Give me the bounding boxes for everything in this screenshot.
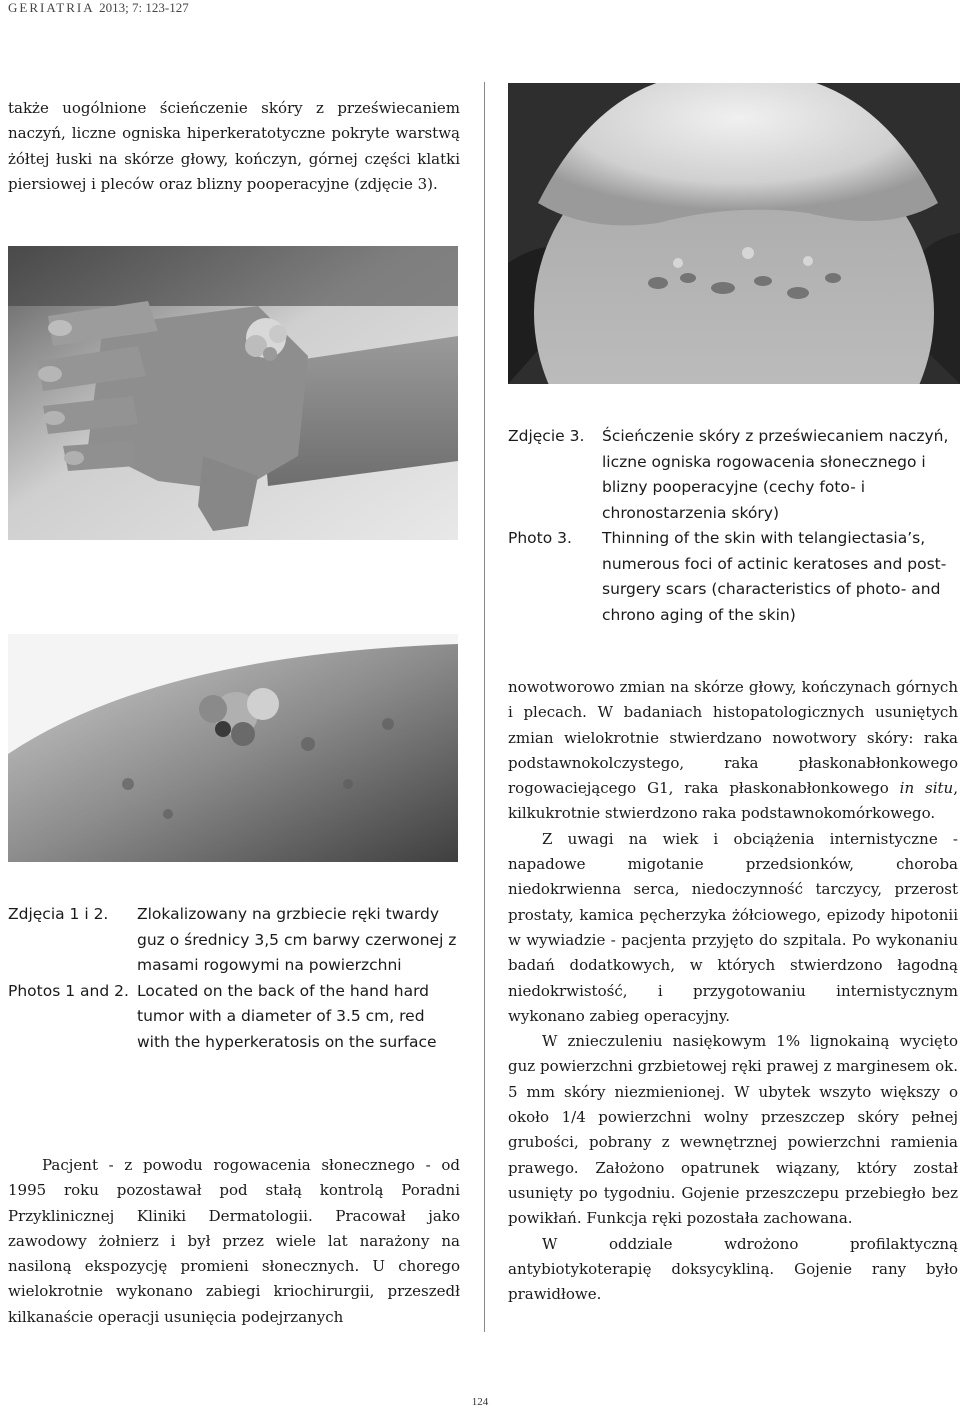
intro-paragraph xyxy=(8,96,460,197)
caption-photo-3-en-label: Photo 3. xyxy=(508,529,572,547)
photo-3-image xyxy=(508,83,960,384)
right-paragraph-1 xyxy=(508,675,958,827)
right-paragraph-3: W znieczuleniu nasiękowym 1% lignokainą wycięto guz powierzchni grzbietowej ręki prawej z marginesem ok. 5 mm skóry niezmienionej. W ubytek wszyto większy o około 1/4 powierzchni wolny przeszczep skóry pełnej grubości, pobrany z wewnętrznej powierzchni ramienia prawego. Założono opatrunek wiązany, który został usunięty po tygodniu. Gojenie przeszczepu przebiegło bez powikłań. Funkcja ręki pozostała zachowana. xyxy=(508,1032,958,1228)
caption-photos-1-2-pl-text: Zlokalizowany na grzbiecie ręki twardy guz o średnicy 3,5 cm barwy czerwonej z masami rogowymi na powierzchni xyxy=(137,905,457,974)
journal-issue: 2013; 7: 123-127 xyxy=(99,0,189,15)
page-number: 124 xyxy=(471,1396,489,1408)
caption-photos-1-2 xyxy=(8,902,460,1055)
right-paragraph-4: W oddziale wdrożono profilaktyczną antybiotykoterapię doksycykliną. Gojenie rany było prawidłowe. xyxy=(508,1234,958,1304)
photo-2-image xyxy=(8,634,458,862)
caption-photos-1-2-pl-label: Zdjęcia 1 i 2. xyxy=(8,905,109,923)
right-paragraph-2: Z uwagi na wiek i obciążenia internistyczne - napadowe migotanie przedsionków, choroba niedokrwienna serca, niedoczynność tarczycy, przerost prostaty, kamica pęcherzyka żółciowego, epizody hipotonii w wywiadzie - pacjenta przyjęto do szpitala. Po wykonaniu badań dodatkowych, w których stwierdzono łagodną niedokrwistość, i przygotowaniu internistycznym wykonano zabieg operacyjny. xyxy=(508,829,958,1025)
right-paragraph-1-italic: in situ xyxy=(899,779,954,798)
right-paragraph-1-a: nowotworowo zmian na skórze głowy, kończynach górnych i plecach. W badaniach histopatologicznych usuniętych zmian wielokrotnie stwierdzano nowotwory skóry: raka podstawnokolczystego, raka płaskonabłonkowego rogowaciejącego G1, raka płaskonabłonkowego xyxy=(508,678,958,798)
patient-history-paragraph xyxy=(8,1153,460,1330)
patient-history-text: Pacjent - z powodu rogowacenia słonecznego - od 1995 roku pozostawał pod stałą kontrolą Poradni Przyklinicznej Kliniki Dermatologii. Pracował jako zawodowy żołnierz i był przez wiele lat narażony na nasiloną ekspozycję promieni słonecznych. U chorego wielokrotnie wykonano zabiegi kriochirurgii, przeszedł kilkanaście operacji usunięcia podejrzanych xyxy=(8,1156,460,1326)
right-paragraph-1-b: , kilkukrotnie stwierdzono raka podstawnokomórkowego. xyxy=(508,779,958,823)
caption-photo-3-pl-text: Ścieńczenie skóry z przeświecaniem naczyń, liczne ogniska rogowacenia słonecznego i blizny pooperacyjne (cechy foto- i chronostarzenia skóry) xyxy=(602,427,949,522)
caption-photos-1-2-en xyxy=(8,979,460,1056)
caption-photo-3-pl xyxy=(508,424,958,526)
intro-paragraph-text: także uogólnione ścieńczenie skóry z przeświecaniem naczyń, liczne ogniska hiperkeratotyczne pokryte warstwą żółtej łuski na skórze głowy, kończyn, górnej części klatki piersiowej i pleców oraz blizny pooperacyjne (zdjęcie 3). xyxy=(8,99,460,193)
photo-2-hand-closeup xyxy=(8,634,458,862)
column-divider xyxy=(484,82,485,1332)
photo-1-image xyxy=(8,246,458,540)
photo-3-scalp xyxy=(508,83,960,384)
journal-name: GERIATRIA xyxy=(8,0,94,15)
caption-photos-1-2-en-text: Located on the back of the hand hard tumor with a diameter of 3.5 cm, red with the hyperkeratosis on the surface xyxy=(137,981,437,1051)
right-column-text xyxy=(508,675,958,1307)
caption-photo-3-en xyxy=(508,526,958,628)
caption-photos-1-2-pl xyxy=(8,902,460,979)
caption-photo-3-pl-label: Zdjęcie 3. xyxy=(508,427,585,445)
photo-1-hand xyxy=(8,246,458,540)
caption-photo-3 xyxy=(508,424,958,628)
caption-photos-1-2-en-label: Photos 1 and 2. xyxy=(8,981,129,1000)
caption-photo-3-en-text: Thinning of the skin with telangiectasia’s, numerous foci of actinic keratoses and post-surgery scars (characteristics of photo- and chrono aging of the skin) xyxy=(602,529,947,624)
journal-header xyxy=(8,0,189,16)
